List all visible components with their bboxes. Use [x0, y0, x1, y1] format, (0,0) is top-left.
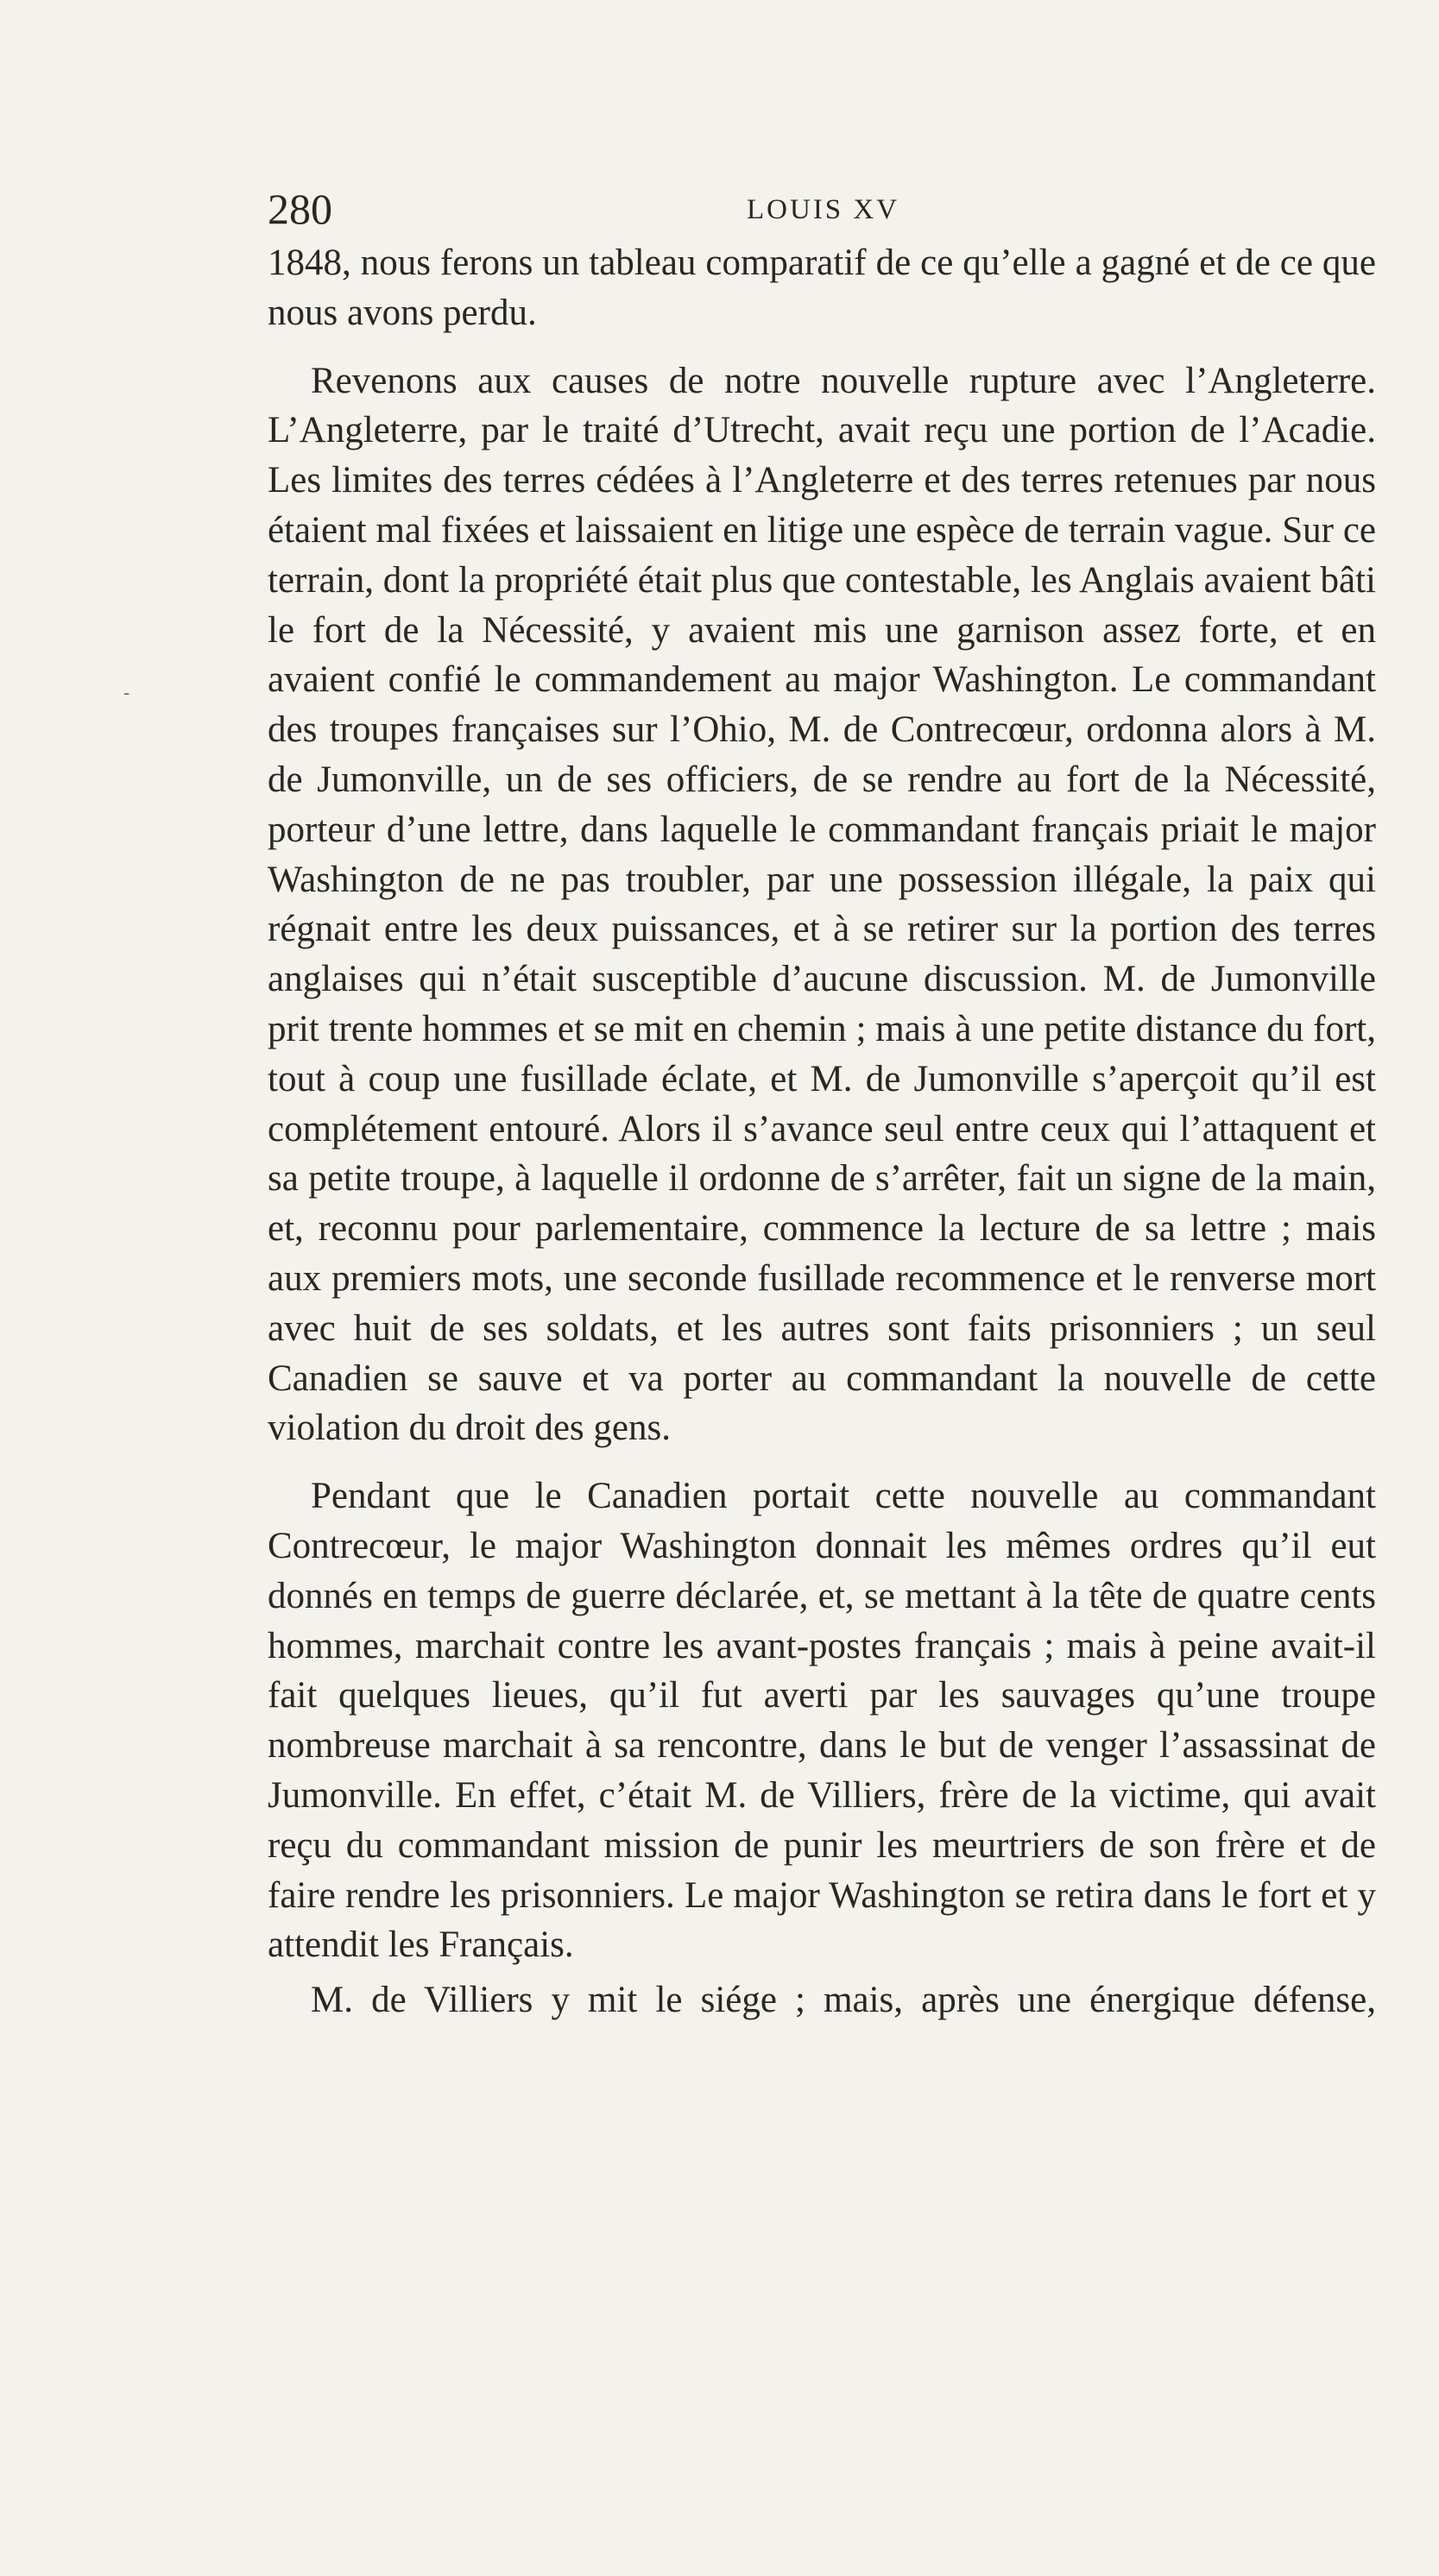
paragraph-siege: M. de Villiers y mit le siége ; mais, après une énergique défense, — [311, 1980, 1376, 2021]
page-header — [268, 183, 1376, 235]
margin-mark: - — [123, 683, 130, 703]
paragraph-continuation: 1848, nous ferons un tableau comparatif de ce qu’elle a gagné et de ce que nous avons perdu. — [268, 242, 1376, 333]
body-text — [268, 238, 1376, 2025]
page-number: 280 — [268, 185, 332, 233]
paragraph-causes-rupture: Revenons aux causes de notre nouvelle rupture avec l’Angleterre. L’Angleterre, par le traité d’Utrecht, avait reçu une portion de l’Acadie. Les limites des terres cédées à l’Angleterre et des terres retenues par nous étaient mal fixées et laissaient en litige une espèce de terrain vague. Sur ce terrain, dont la propriété était plus que contestable, les Anglais avaient bâti le fort de la Nécessité, y avaient mis une garnison assez forte, et en avaient confié le commandement au major Washington. Le commandant des troupes françaises sur l’Ohio, M. de Contrecœur, ordonna alors à M. de Jumonville, un de ses officiers, de se rendre au fort de la Nécessité, porteur d’une lettre, dans laquelle le commandant français priait le major Washington de ne pas troubler, par une possession illégale, la paix qui régnait entre les deux puissances, et à se retirer sur la portion des terres anglaises qui n’était susceptible d’aucune discussion. M. de Jumonville prit trente hommes et se mit en chemin ; mais à une petite distance du fort, tout à coup une fusillade éclate, et M. de Jumonville s’aperçoit qu’il est complétement entouré. Alors il s’avance seul entre ceux qui l’attaquent et sa petite troupe, à laquelle il ordonne de s’arrêter, fait un signe de la main, et, reconnu pour parlementaire, commence la lecture de sa lettre ; mais aux premiers mots, une seconde fusillade recommence et le renverse mort avec huit de ses soldats, et les autres sont faits prisonniers ; un seul Canadien se sauve et va porter au commandant la nouvelle de cette violation du droit des gens. — [268, 360, 1376, 1449]
paragraph-washington-march: Pendant que le Canadien portait cette nouvelle au commandant Contrecœur, le major Washington donnait les mêmes ordres qu’il eut donnés en temps de guerre déclarée, et, se mettant à la tête de quatre cents hommes, marchait contre les avant-postes français ; mais à peine avait-il fait quelques lieues, qu’il fut averti par les sauvages qu’une troupe nombreuse marchait à sa rencontre, dans le but de venger l’assassinat de Jumonville. En effet, c’était M. de Villiers, frère de la victime, qui avait reçu du commandant mission de punir les meurtriers de son frère et de faire rendre les prisonniers. Le major Washington se retira dans le fort et y attendit les Français. — [268, 1476, 1376, 1966]
running-head: LOUIS XV — [747, 194, 900, 225]
